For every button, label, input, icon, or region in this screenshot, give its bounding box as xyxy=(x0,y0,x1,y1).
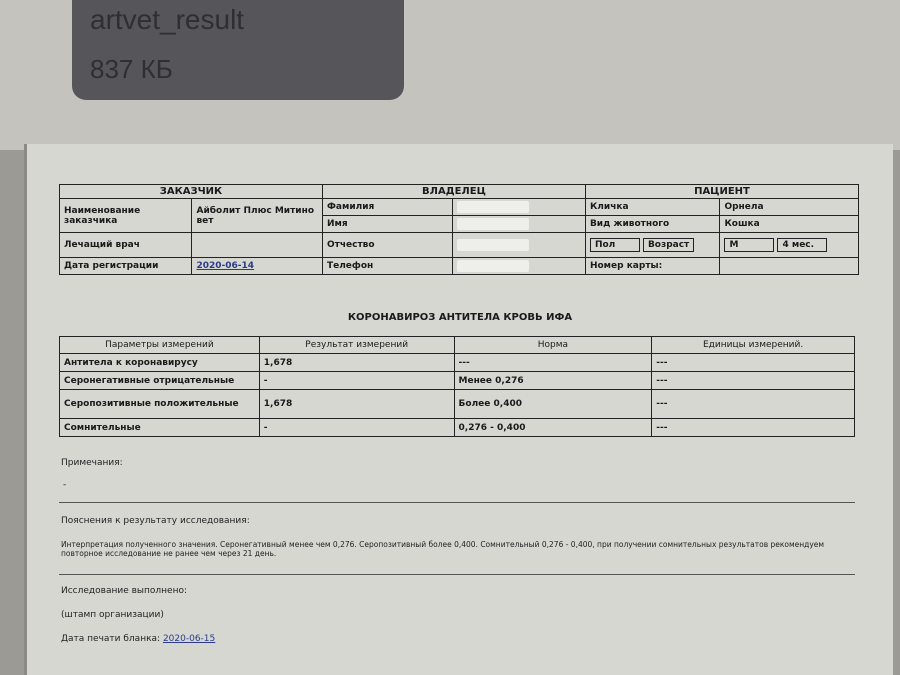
print-date-row xyxy=(61,634,215,644)
age-value: 4 мес. xyxy=(777,238,827,252)
table-row xyxy=(60,372,855,390)
norm-cell: --- xyxy=(454,354,652,372)
doctor-value xyxy=(192,233,322,258)
redacted-field xyxy=(457,201,529,213)
notes-value: - xyxy=(63,480,67,490)
column-header: Единицы измерений. xyxy=(652,337,855,354)
customer-name-value: Айболит Плюс Митино вет xyxy=(192,199,322,233)
column-header: Норма xyxy=(454,337,652,354)
results-header-row xyxy=(60,337,855,354)
parameter-cell: Серопозитивные положительные xyxy=(60,390,260,419)
owner-phone-value xyxy=(453,258,585,275)
owner-name-value xyxy=(453,216,585,233)
registration-date-value xyxy=(192,258,322,275)
units-cell: --- xyxy=(652,354,855,372)
client-info-table xyxy=(59,184,859,275)
column-header: Параметры измерений xyxy=(60,337,260,354)
explanation-text: Интерпретация полученного значения. Серонегативный менее чем 0,276. Серопозитивный более 0,400. Сомнительный 0,276 - 0,400, при получении сомнительных результатов рекомендуем повторное исследование не ранее чем через 21 день. xyxy=(61,540,825,558)
patient-nickname-label: Кличка xyxy=(585,199,720,216)
patient-nickname-value: Орнела xyxy=(720,199,859,216)
results-table xyxy=(59,336,855,437)
redacted-field xyxy=(457,218,529,230)
result-cell: - xyxy=(259,372,454,390)
sex-value: М xyxy=(724,238,774,252)
units-cell: --- xyxy=(652,419,855,437)
customer-header: ЗАКАЗЧИК xyxy=(60,185,323,199)
age-label: Возраст xyxy=(643,238,694,252)
parameter-cell: Антитела к коронавирусу xyxy=(60,354,260,372)
owner-phone-label: Телефон xyxy=(322,258,452,275)
parameter-cell: Сомнительные xyxy=(60,419,260,437)
patient-species-value: Кошка xyxy=(720,216,859,233)
registration-date-label: Дата регистрации xyxy=(60,258,192,275)
norm-cell: Менее 0,276 xyxy=(454,372,652,390)
lab-result-document xyxy=(24,144,893,675)
owner-header: ВЛАДЕЛЕЦ xyxy=(322,185,585,199)
redacted-field xyxy=(457,239,529,251)
owner-surname-value xyxy=(453,199,585,216)
owner-patronymic-value xyxy=(453,233,585,258)
file-name: artvet_result xyxy=(90,4,245,35)
table-row xyxy=(60,419,855,437)
stamp-placeholder: (штамп организации) xyxy=(61,610,164,620)
patient-header: ПАЦИЕНТ xyxy=(585,185,858,199)
result-cell: 1,678 xyxy=(259,390,454,419)
print-date-link[interactable]: 2020-06-15 xyxy=(162,634,216,644)
redacted-field xyxy=(457,260,529,272)
parameter-cell: Серонегативные отрицательные xyxy=(60,372,260,390)
patient-sex-age-labels xyxy=(585,233,720,258)
file-size: 837 КБ xyxy=(90,54,173,84)
customer-name-label: Наименование заказчика xyxy=(60,199,192,233)
file-preview-area xyxy=(0,0,900,150)
doctor-label: Лечащий врач xyxy=(60,233,192,258)
divider xyxy=(59,574,855,575)
study-done-label: Исследование выполнено: xyxy=(61,586,187,596)
sex-label: Пол xyxy=(590,238,640,252)
divider xyxy=(59,502,855,503)
table-row xyxy=(60,390,855,419)
owner-patronymic-label: Отчество xyxy=(322,233,452,258)
patient-sex-age-values xyxy=(720,233,859,258)
explanation-label: Пояснения к результату исследования: xyxy=(61,516,250,526)
result-cell: - xyxy=(259,419,454,437)
file-card[interactable] xyxy=(72,0,404,100)
card-number-value xyxy=(720,258,859,275)
units-cell: --- xyxy=(652,372,855,390)
owner-surname-label: Фамилия xyxy=(322,199,452,216)
result-cell: 1,678 xyxy=(259,354,454,372)
norm-cell: 0,276 - 0,400 xyxy=(454,419,652,437)
patient-species-label: Вид животного xyxy=(585,216,720,233)
units-cell: --- xyxy=(652,390,855,419)
norm-cell: Более 0,400 xyxy=(454,390,652,419)
test-title: КОРОНАВИРОЗ АНТИТЕЛА КРОВЬ ИФА xyxy=(347,312,573,323)
notes-label: Примечания: xyxy=(61,458,123,468)
owner-name-label: Имя xyxy=(322,216,452,233)
column-header: Результат измерений xyxy=(259,337,454,354)
card-number-label: Номер карты: xyxy=(585,258,720,275)
registration-date-link[interactable]: 2020-06-14 xyxy=(196,261,255,271)
table-row xyxy=(60,354,855,372)
print-date-label: Дата печати бланка: xyxy=(61,634,161,644)
